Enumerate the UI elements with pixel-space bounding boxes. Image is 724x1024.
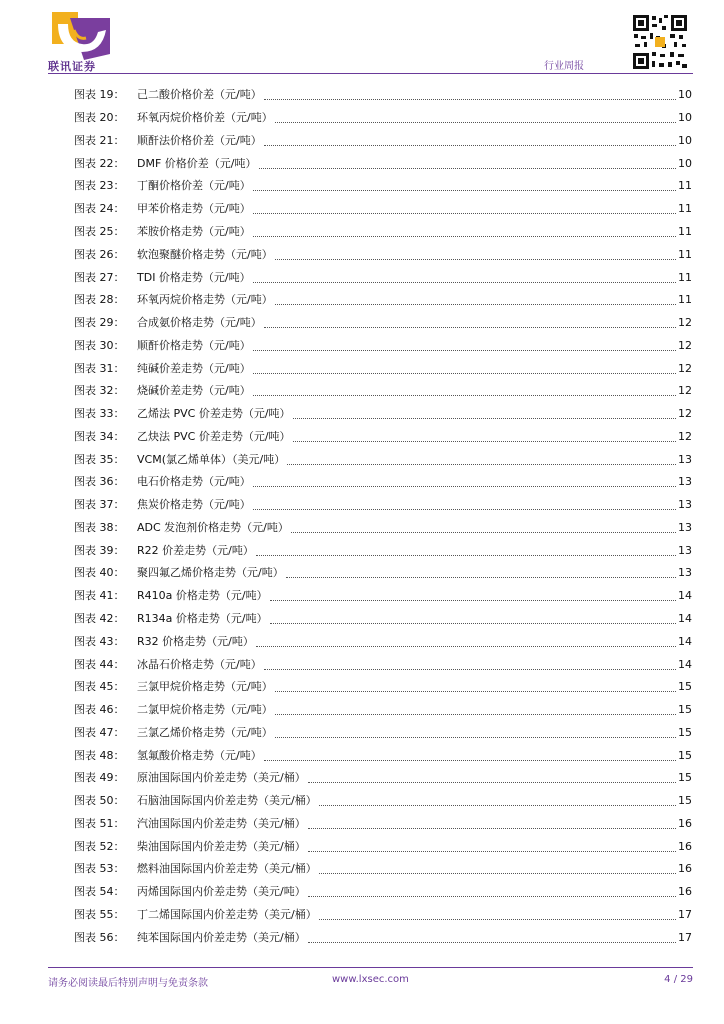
toc-entry-title: R410a 价格走势（元/吨） <box>137 589 268 603</box>
qr-code <box>632 14 688 70</box>
toc-entry-title: 软泡聚醚价格走势（元/吨） <box>137 247 273 261</box>
toc-entry[interactable] <box>74 198 692 221</box>
toc-entry-label: 图表 41： <box>74 589 125 603</box>
toc-entry-title: R22 价差走势（元/吨） <box>137 543 254 557</box>
toc-entry-label: 图表 37： <box>74 498 125 512</box>
toc-entry-title: VCM(氯乙烯单体）（美元/吨） <box>137 452 286 466</box>
toc-entry-title: 环氧丙烷价格走势（元/吨） <box>137 293 273 307</box>
toc-entry-title: 三氯乙烯价格走势（元/吨） <box>137 725 273 739</box>
toc-entry-label: 图表 56： <box>74 930 125 944</box>
company-logo-text: 联讯证券 <box>48 60 96 73</box>
toc-entry[interactable] <box>74 130 692 153</box>
toc-dot-leader <box>275 303 676 305</box>
toc-dot-leader <box>275 736 676 738</box>
toc-entry-title: 甲苯价格走势（元/吨） <box>137 202 251 216</box>
toc-entry-label: 图表 35： <box>74 452 125 466</box>
toc-entry-title: 苯胺价格走势（元/吨） <box>137 224 251 238</box>
toc-entry-title: 顺酐价格走势（元/吨） <box>137 338 251 352</box>
toc-entry-label: 图表 46： <box>74 703 125 717</box>
toc-entry-page: 14 <box>678 657 692 671</box>
toc-entry[interactable] <box>74 289 692 312</box>
toc-dot-leader <box>275 713 676 715</box>
toc-dot-leader <box>264 668 676 670</box>
toc-entry[interactable] <box>74 767 692 790</box>
toc-entry-title: 三氯甲烷价格走势（元/吨） <box>137 680 273 694</box>
toc-entry-label: 图表 31： <box>74 361 125 375</box>
toc-entry-title: 烧碱价差走势（元/吨） <box>137 384 251 398</box>
toc-dot-leader <box>308 781 676 783</box>
toc-entry[interactable] <box>74 813 692 836</box>
toc-entry-label: 图表 53： <box>74 862 125 876</box>
toc-entry-page: 14 <box>678 634 692 648</box>
toc-dot-leader <box>319 918 676 920</box>
toc-entry-title: ADC 发泡剂价格走势（元/吨） <box>137 520 289 534</box>
toc-entry-label: 图表 44： <box>74 657 125 671</box>
toc-entry[interactable] <box>74 585 692 608</box>
toc-entry-title: 丙烯国际国内价差走势（美元/吨） <box>137 885 306 899</box>
toc-entry[interactable] <box>74 835 692 858</box>
toc-entry-label: 图表 24： <box>74 202 125 216</box>
toc-entry-title: 纯碱价差走势（元/吨） <box>137 361 251 375</box>
toc-entry-page: 13 <box>678 498 692 512</box>
toc-entry-title: 顺酐法价格价差（元/吨） <box>137 133 262 147</box>
toc-entry-label: 图表 30： <box>74 338 125 352</box>
toc-entry-page: 15 <box>678 703 692 717</box>
toc-dot-leader <box>275 121 676 123</box>
toc-dot-leader <box>308 895 676 897</box>
section-title: 行业周报 <box>544 61 584 72</box>
toc-entry-title: 乙烯法 PVC 价差走势（元/吨） <box>137 407 291 421</box>
toc-dot-leader <box>253 508 676 510</box>
toc-entry-label: 图表 33： <box>74 407 125 421</box>
toc-entry[interactable] <box>74 403 692 426</box>
toc-entry-label: 图表 34： <box>74 429 125 443</box>
toc-entry[interactable] <box>74 266 692 289</box>
toc-entry-page: 13 <box>678 452 692 466</box>
toc-entry[interactable] <box>74 608 692 631</box>
toc-dot-leader <box>256 645 676 647</box>
toc-dot-leader <box>308 941 676 943</box>
toc-entry-page: 12 <box>678 316 692 330</box>
toc-entry-page: 17 <box>678 930 692 944</box>
toc-entry[interactable] <box>74 357 692 380</box>
toc-entry-label: 图表 39： <box>74 543 125 557</box>
toc-entry-label: 图表 27： <box>74 270 125 284</box>
toc-entry-label: 图表 42： <box>74 611 125 625</box>
toc-entry[interactable] <box>74 334 692 357</box>
toc-entry[interactable] <box>74 653 692 676</box>
toc-entry-label: 图表 40： <box>74 566 125 580</box>
toc-entry[interactable] <box>74 471 692 494</box>
toc-entry-page: 12 <box>678 384 692 398</box>
toc-entry[interactable] <box>74 699 692 722</box>
toc-entry[interactable] <box>74 904 692 927</box>
footer-website-link[interactable]: www.lxsec.com <box>332 974 409 985</box>
toc-entry-page: 16 <box>678 885 692 899</box>
toc-entry[interactable] <box>74 221 692 244</box>
toc-entry-label: 图表 38： <box>74 520 125 534</box>
toc-entry[interactable] <box>74 175 692 198</box>
toc-entry-page: 15 <box>678 771 692 785</box>
toc-entry[interactable] <box>74 562 692 585</box>
toc-entry-page: 12 <box>678 338 692 352</box>
toc-entry-page: 12 <box>678 429 692 443</box>
toc-entry-title: 氢氟酸价格走势（元/吨） <box>137 748 262 762</box>
figure-index-list <box>74 84 692 949</box>
toc-entry-title: 原油国际国内价差走势（美元/桶） <box>137 771 306 785</box>
toc-dot-leader <box>270 622 676 624</box>
toc-entry-page: 13 <box>678 520 692 534</box>
toc-dot-leader <box>286 576 676 578</box>
toc-entry-title: R134a 价格走势（元/吨） <box>137 611 268 625</box>
toc-entry[interactable] <box>74 790 692 813</box>
page-number: 4 / 29 <box>664 974 693 985</box>
toc-entry[interactable] <box>74 517 692 540</box>
toc-entry-label: 图表 55： <box>74 907 125 921</box>
toc-entry-title: 柴油国际国内价差走势（美元/桶） <box>137 839 306 853</box>
toc-dot-leader <box>253 349 676 351</box>
toc-dot-leader <box>264 759 676 761</box>
toc-dot-leader <box>259 167 677 169</box>
toc-entry[interactable] <box>74 312 692 335</box>
toc-entry[interactable] <box>74 539 692 562</box>
toc-entry[interactable] <box>74 881 692 904</box>
toc-entry-label: 图表 45： <box>74 680 125 694</box>
toc-entry-title: 聚四氟乙烯价格走势（元/吨） <box>137 566 284 580</box>
toc-entry-label: 图表 43： <box>74 634 125 648</box>
toc-dot-leader <box>264 98 676 100</box>
footer-disclaimer: 请务必阅读最后特别声明与免责条款 <box>48 978 208 989</box>
toc-entry-page: 11 <box>678 202 692 216</box>
toc-dot-leader <box>293 440 676 442</box>
toc-entry[interactable] <box>74 858 692 881</box>
toc-entry[interactable] <box>74 630 692 653</box>
toc-entry-label: 图表 22： <box>74 156 125 170</box>
toc-entry[interactable] <box>74 744 692 767</box>
toc-entry-label: 图表 51： <box>74 816 125 830</box>
toc-entry[interactable] <box>74 380 692 403</box>
toc-entry-page: 11 <box>678 293 692 307</box>
page-header <box>0 0 724 80</box>
toc-entry-title: 环氧丙烷价格价差（元/吨） <box>137 111 273 125</box>
toc-entry-title: R32 价格走势（元/吨） <box>137 634 254 648</box>
toc-dot-leader <box>293 417 676 419</box>
toc-entry-page: 11 <box>678 270 692 284</box>
toc-dot-leader <box>308 827 676 829</box>
toc-dot-leader <box>319 804 676 806</box>
toc-entry-label: 图表 19： <box>74 88 125 102</box>
toc-entry-page: 16 <box>678 839 692 853</box>
toc-entry-page: 15 <box>678 748 692 762</box>
toc-entry-page: 10 <box>678 88 692 102</box>
toc-entry-title: 丁酮价格价差（元/吨） <box>137 179 251 193</box>
toc-entry[interactable] <box>74 84 692 107</box>
toc-dot-leader <box>253 281 676 283</box>
toc-entry-page: 14 <box>678 611 692 625</box>
toc-entry[interactable] <box>74 152 692 175</box>
toc-entry-title: 丁二烯国际国内价差走势（美元/桶） <box>137 907 317 921</box>
toc-entry-page: 14 <box>678 589 692 603</box>
toc-dot-leader <box>319 872 676 874</box>
toc-entry[interactable] <box>74 243 692 266</box>
toc-entry-page: 11 <box>678 247 692 261</box>
toc-entry-label: 图表 28： <box>74 293 125 307</box>
toc-entry-title: 乙炔法 PVC 价差走势（元/吨） <box>137 429 291 443</box>
toc-entry-label: 图表 20： <box>74 111 125 125</box>
toc-entry-page: 16 <box>678 862 692 876</box>
toc-entry-page: 11 <box>678 224 692 238</box>
toc-entry-title: 二氯甲烷价格走势（元/吨） <box>137 703 273 717</box>
toc-entry-page: 12 <box>678 407 692 421</box>
toc-entry[interactable] <box>74 107 692 130</box>
toc-entry-title: 纯苯国际国内价差走势（美元/桶） <box>137 930 306 944</box>
toc-dot-leader <box>291 531 676 533</box>
toc-dot-leader <box>253 235 676 237</box>
toc-entry-page: 16 <box>678 816 692 830</box>
toc-entry-page: 12 <box>678 361 692 375</box>
toc-entry-label: 图表 29： <box>74 316 125 330</box>
toc-entry-title: 汽油国际国内价差走势（美元/桶） <box>137 816 306 830</box>
toc-entry-page: 15 <box>678 725 692 739</box>
toc-entry-page: 11 <box>678 179 692 193</box>
toc-entry-label: 图表 26： <box>74 247 125 261</box>
toc-entry-title: 石脑油国际国内价差走势（美元/桶） <box>137 794 317 808</box>
toc-dot-leader <box>253 394 676 396</box>
header-divider <box>48 73 693 74</box>
toc-dot-leader <box>275 258 676 260</box>
toc-entry-page: 15 <box>678 680 692 694</box>
toc-entry-title: TDI 价格走势（元/吨） <box>137 270 251 284</box>
toc-entry-label: 图表 36： <box>74 475 125 489</box>
toc-dot-leader <box>264 326 676 328</box>
toc-dot-leader <box>253 372 676 374</box>
toc-entry-label: 图表 25： <box>74 224 125 238</box>
toc-dot-leader <box>308 850 676 852</box>
toc-entry-label: 图表 52： <box>74 839 125 853</box>
toc-entry-page: 10 <box>678 156 692 170</box>
toc-entry-page: 10 <box>678 133 692 147</box>
toc-entry-title: 己二酸价格价差（元/吨） <box>137 88 262 102</box>
toc-entry[interactable] <box>74 676 692 699</box>
toc-entry-title: 燃料油国际国内价差走势（美元/桶） <box>137 862 317 876</box>
toc-dot-leader <box>256 554 676 556</box>
footer-divider <box>48 967 693 968</box>
toc-entry-label: 图表 23： <box>74 179 125 193</box>
toc-dot-leader <box>287 463 676 465</box>
toc-entry-label: 图表 32： <box>74 384 125 398</box>
toc-entry-page: 17 <box>678 907 692 921</box>
toc-entry-label: 图表 49： <box>74 771 125 785</box>
toc-entry-title: 电石价格走势（元/吨） <box>137 475 251 489</box>
toc-entry-label: 图表 47： <box>74 725 125 739</box>
toc-entry[interactable] <box>74 448 692 471</box>
toc-dot-leader <box>270 599 676 601</box>
toc-entry-label: 图表 50： <box>74 794 125 808</box>
toc-entry-page: 13 <box>678 475 692 489</box>
toc-entry-label: 图表 21： <box>74 133 125 147</box>
toc-entry-label: 图表 48： <box>74 748 125 762</box>
toc-entry[interactable] <box>74 494 692 517</box>
page-footer <box>48 974 693 988</box>
toc-entry-page: 10 <box>678 111 692 125</box>
toc-dot-leader <box>253 485 676 487</box>
toc-entry[interactable] <box>74 425 692 448</box>
toc-entry-title: DMF 价格价差（元/吨） <box>137 156 257 170</box>
toc-entry-title: 合成氨价格走势（元/吨） <box>137 316 262 330</box>
toc-entry-page: 13 <box>678 566 692 580</box>
toc-dot-leader <box>253 212 676 214</box>
toc-entry[interactable] <box>74 721 692 744</box>
toc-dot-leader <box>253 189 676 191</box>
toc-entry-page: 13 <box>678 543 692 557</box>
toc-dot-leader <box>264 144 676 146</box>
toc-entry[interactable] <box>74 926 692 949</box>
toc-entry-title: 冰晶石价格走势（元/吨） <box>137 657 262 671</box>
toc-dot-leader <box>275 690 676 692</box>
toc-entry-page: 15 <box>678 794 692 808</box>
toc-entry-label: 图表 54： <box>74 885 125 899</box>
toc-entry-title: 焦炭价格走势（元/吨） <box>137 498 251 512</box>
